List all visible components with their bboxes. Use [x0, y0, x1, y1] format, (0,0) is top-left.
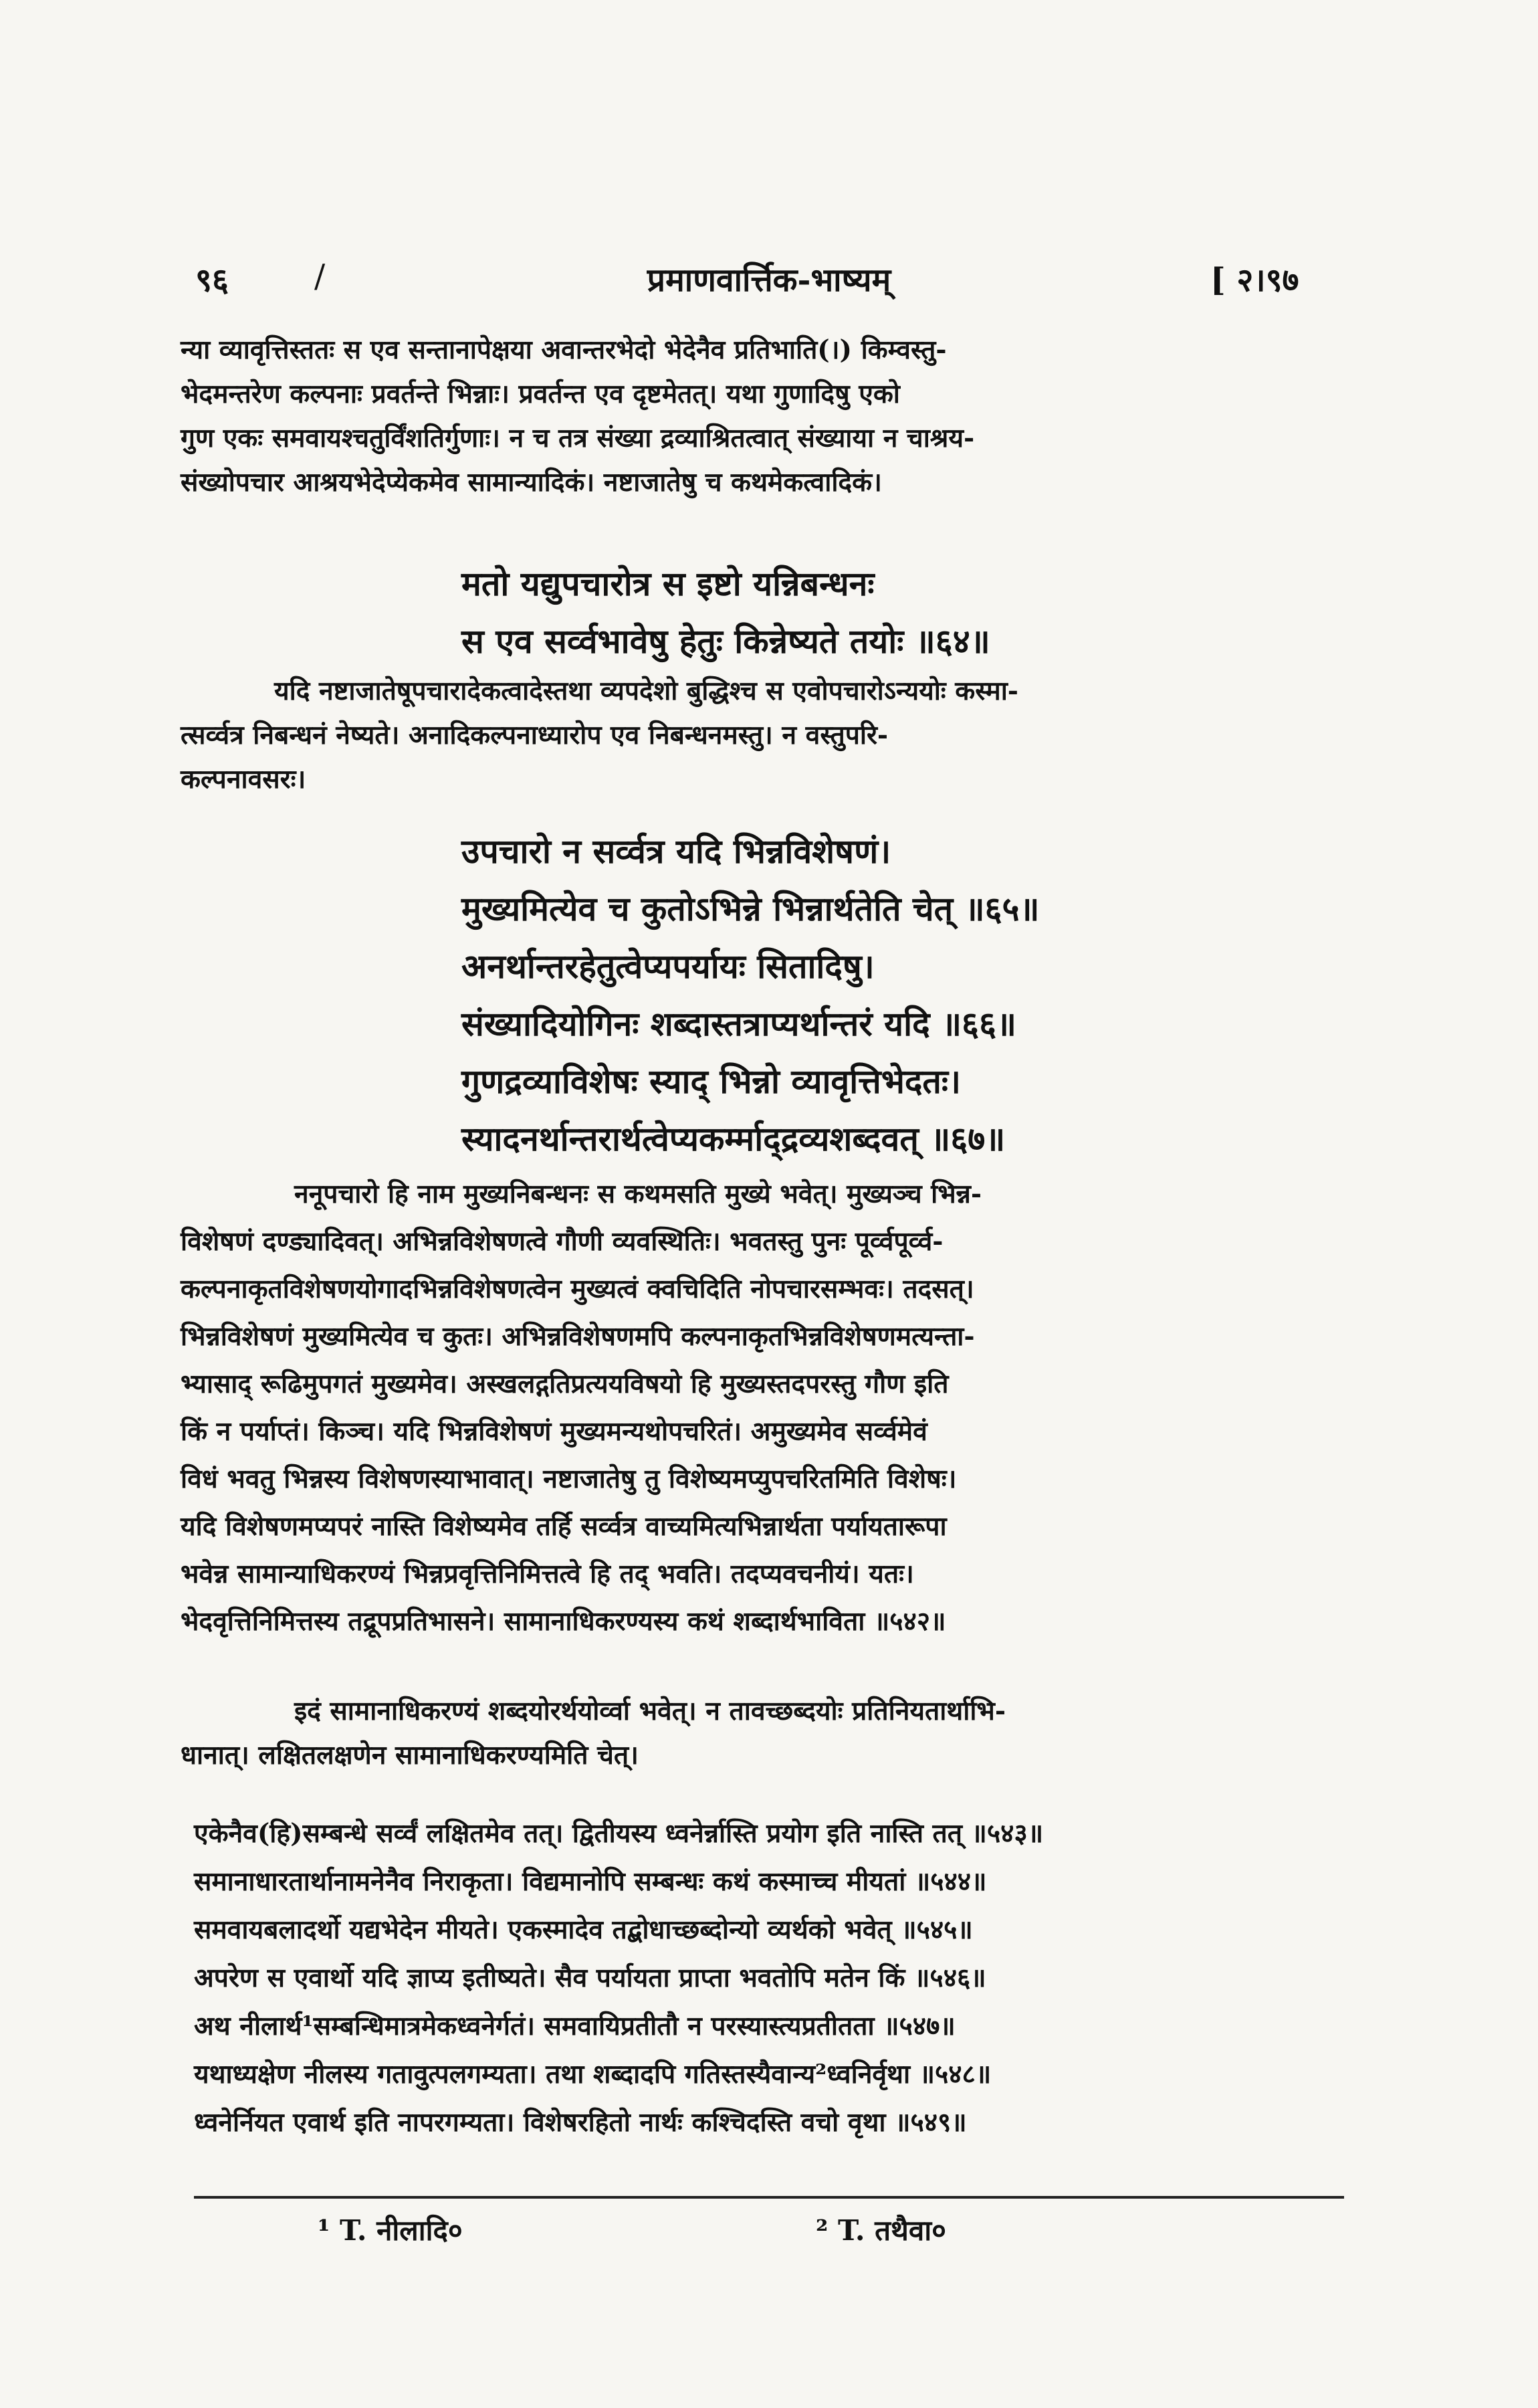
line: भेदवृत्तिनिमित्तस्य तद्रूपप्रतिभासने। सामानाधिकरण्यस्य कथं शब्दार्थभाविता ॥५४२॥: [181, 1606, 946, 1637]
verse-line: ध्वनेर्नियत एवार्थ इति नापरगम्यता। विशेषरहितो नार्थः कश्चिदस्ति वचो वृथा ॥५४९॥: [194, 2107, 967, 2138]
verse-line: अथ नीलार्थ¹सम्बन्धिमात्रमेकध्वनेर्गतं। समवायिप्रतीतौ न परस्यास्त्यप्रतीतता ॥५४७॥: [194, 2011, 956, 2041]
verses-543-549: [194, 1809, 1043, 2146]
line: इदं सामानाधिकरण्यं शब्दयोरर्थयोर्व्वा भवेत्। न तावच्छब्दयोः प्रतिनियतार्थाभि-: [294, 1696, 1006, 1726]
verse-line: उपचारो न सर्व्वत्र यदि भिन्नविशेषणं।: [461, 831, 891, 871]
page-number: ९६: [195, 262, 229, 299]
verse-line: समवायबलादर्थो यद्यभेदेन मीयते। एकस्मादेव तद्बोधाच्छब्दोन्यो व्यर्थको भवेत् ॥५४५॥: [194, 1914, 973, 1945]
line: कल्पनावसरः।: [181, 764, 306, 795]
line: यदि नष्टाजातेषूपचारादेकत्वादेस्तथा व्यपदेशो बुद्धिश्च स एवोपचारोऽन्ययोः कस्मा-: [274, 676, 1018, 706]
line: ननूपचारो हि नाम मुख्यनिबन्धनः स कथमसति मुख्ये भवेत्। मुख्यञ्च भिन्न-: [294, 1179, 982, 1209]
line: कल्पनाकृतविशेषणयोगादभिन्नविशेषणत्वेन मुख्यत्वं क्वचिदिति नोपचारसम्भवः। तदसत्।: [181, 1274, 974, 1304]
running-title: प्रमाणवार्त्तिक-भाष्यम्: [647, 262, 891, 299]
verse-line: अपरेण स एवार्थो यदि ज्ञाप्य इतीष्यते। सैव पर्यायता प्राप्ता भवतोपि मतेन किं ॥५४६॥: [194, 1963, 986, 1993]
line: भवेन्न सामान्याधिकरण्यं भिन्नप्रवृत्तिनिमित्तत्वे हि तद् भवति। तदप्यवचनीयं। यतः।: [181, 1559, 914, 1589]
verse-line: स एव सर्व्वभावेषु हेतुः किन्नेष्यते तयोः ॥६४॥: [461, 621, 990, 661]
verse-line: मतो यद्युपचारोत्र स इष्टो यन्निबन्धनः: [461, 564, 875, 603]
line: गुण एकः समवायश्चतुर्विंशतिर्गुणाः। न च तत्र संख्या द्रव्याश्रितत्वात् संख्याया न चाश्रय-: [181, 423, 975, 454]
line: भ्यासाद् रूढिमुपगतं मुख्यमेव। अस्खलद्गतिप्रत्ययविषयो हि मुख्यस्तदपरस्तु गौण इति: [181, 1369, 949, 1399]
verse-line: अनर्थान्तरहेतुत्वेप्यपर्यायः सितादिषु।: [461, 946, 875, 986]
footnote-1: ¹ T. नीलादि०: [318, 2214, 463, 2247]
line: किं न पर्याप्तं। किञ्च। यदि भिन्नविशेषणं मुख्यमन्यथोपचरितं। अमुख्यमेव सर्व्वमेवं: [181, 1416, 927, 1447]
verse-line: एकेनैव(हि)सम्बन्धे सर्व्वं लक्षितमेव तत्। द्वितीयस्य ध्वनेर्न्नास्ति प्रयोग इति नास्ति तत् ॥५४३॥: [194, 1818, 1044, 1849]
verse-line: समानाधारतार्थानामनेनैव निराकृता। विद्यमानोपि सम्बन्धः कथं कस्माच्च मीयतां ॥५४४॥: [194, 1866, 987, 1897]
verse-65-67: [461, 823, 1040, 1168]
commentary-paragraph-4: [181, 1689, 1357, 1777]
footnote-divider: [194, 2196, 1344, 2199]
verse-line: मुख्यमित्येव च कुतोऽभिन्ने भिन्नार्थतेति चेत् ॥६५॥: [461, 889, 1040, 928]
line: संख्योपचार आश्रयभेदेप्येकमेव सामान्यादिकं। नष्टाजातेषु च कथमेकत्वादिकं।: [181, 467, 882, 498]
commentary-paragraph-1: [181, 328, 1357, 504]
line: त्सर्व्वत्र निबन्धनं नेष्यते। अनादिकल्पनाध्यारोप एव निबन्धनमस्तु। न वस्तुपरि-: [181, 720, 889, 750]
verse-line: संख्यादियोगिनः शब्दास्तत्राप्यर्थान्तरं यदि ॥६६॥: [461, 1004, 1016, 1043]
commentary-paragraph-3: [181, 1171, 1357, 1645]
line: भिन्नविशेषणं मुख्यमित्येव च कुतः। अभिन्नविशेषणमपि कल्पनाकृतभिन्नविशेषणमत्यन्ता-: [181, 1321, 975, 1352]
section-reference: [ २।९७: [1210, 262, 1299, 299]
commentary-paragraph-2: [181, 669, 1357, 801]
line: यदि विशेषणमप्यपरं नास्ति विशेष्यमेव तर्हि सर्व्वत्र वाच्यमित्यभिन्नार्थता पर्यायतारूपा: [181, 1511, 947, 1542]
line: विशेषणं दण्ड्यादिवत्। अभिन्नविशेषणत्वे गौणी व्यवस्थितिः। भवतस्तु पुनः पूर्व्वपूर्व्व-: [181, 1226, 944, 1257]
line: न्या व्यावृत्तिस्ततः स एव सन्तानापेक्षया अवान्तरभेदो भेदेनैव प्रतिभाति(।) किम्वस्तु-: [181, 334, 947, 365]
line: धानात्। लक्षितलक्षणेन सामानाधिकरण्यमिति चेत्।: [181, 1740, 639, 1771]
line: विधं भवतु भिन्नस्य विशेषणस्याभावात्। नष्टाजातेषु तु विशेष्यमप्युपचरितमिति विशेषः।: [181, 1464, 957, 1494]
verse-line: स्यादनर्थान्तरार्थत्वेप्यकर्म्माद्द्रव्यशब्दवत् ॥६७॥: [461, 1119, 1006, 1159]
footnote-2: ² T. तथैवा०: [816, 2214, 946, 2247]
verse-line: गुणद्रव्याविशेषः स्याद् भिन्नो व्यावृत्तिभेदतः।: [461, 1062, 961, 1101]
verse-64: [461, 555, 990, 670]
verse-line: यथाध्यक्षेण नीलस्य गतावुत्पलगम्यता। तथा शब्दादपि गतिस्तस्यैवान्य²ध्वनिर्वृथा ॥५४८॥: [194, 2059, 992, 2090]
header-mark: /: [314, 258, 326, 295]
line: भेदमन्तरेण कल्पनाः प्रवर्तन्ते भिन्नाः। प्रवर्तन्त एव दृष्टमेतत्। यथा गुणादिषु एको: [181, 379, 900, 409]
